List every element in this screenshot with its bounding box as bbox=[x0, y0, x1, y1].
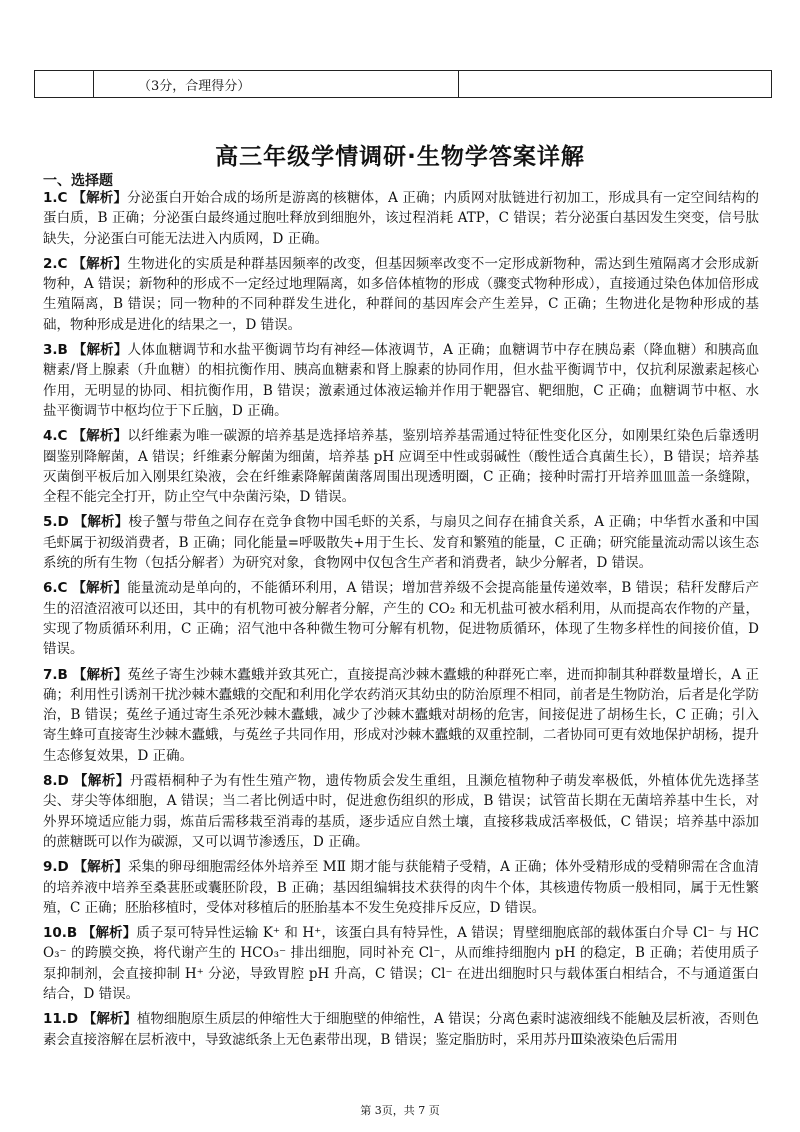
answer-text: 质子泵可特异性运输 K⁺ 和 H⁺，该蛋白具有特异性，A 错误；胃壁细胞底部的载体蛋白介导 Cl⁻ 与 HCO₃⁻ 的跨膜交换，将代谢产生的 HCO₃⁻ 排出细胞，同时补充 Cl⁻，从而维持细胞内 pH 的稳定，B 正确；若使用质子泵抑制剂，会直接抑制 H⁺ 分泌，导致胃腔 pH 升高，C 错误；Cl⁻ 在进出细胞时只与载体蛋白相结合，不与通道蛋白结合，D 错误。 bbox=[43, 925, 759, 1002]
answer-text: 以纤维素为唯一碳源的培养基是选择培养基，鉴别培养基需通过特征性变化区分，如刚果红染色后靠透明圈鉴别降解菌，A 错误；纤维素分解菌为细菌，培养基 pH 应调至中性或弱碱性（酸性适合真菌生长），B 错误；培养基灭菌倒平板后加入刚果红染液，会在纤维素降解菌菌落周围出现透明圈，C 正确；接种时需打开培养皿皿盖一条缝隙，全程不能完全打开，防止空气中杂菌污染，D 错误。 bbox=[43, 428, 760, 506]
answer-text: 能量流动是单向的，不能循环利用，A 错误；增加营养级不会提高能量传递效率，B 错误；秸秆发酵后产生的沼渣沼液可以还田，其中的有机物可被分解者分解，产生的 CO₂ 和无机盐可被水稻利用，从而提高农作物的产量，实现了物质循环利用，C 正确；沼气池中各种微生物可分解有机物，促进物质循环，体现了生物多样性的间接价值，D 错误。 bbox=[43, 580, 759, 658]
answer-item bbox=[43, 578, 759, 659]
answer-item bbox=[43, 254, 759, 335]
answer-label: 4.C 【解析】 bbox=[43, 428, 128, 445]
answer-text: 分泌蛋白开始合成的场所是游离的核糖体，A 正确；内质网对肽链进行初加工，形成具有一定空间结构的蛋白质，B 正确；分泌蛋白最终通过胞吐释放到细胞外，该过程消耗 ATP，C 错误；若分泌蛋白基因发生突变，信号肽缺失，分泌蛋白可能无法进入内质网，D 正确。 bbox=[43, 190, 759, 247]
answer-item bbox=[43, 923, 759, 1004]
answer-item bbox=[43, 426, 759, 507]
answer-text: 人体血糖调节和水盐平衡调节均有神经—体液调节，A 正确；血糖调节中存在胰岛素（降血糖）和胰高血糖素/肾上腺素（升血糖）的相抗衡作用、胰高血糖素和肾上腺素的协同作用，但水盐平衡调节中，仅抗利尿激素起核心作用，无明显的协同、相抗衡作用，B 错误；激素通过体液运输并作用于靶器官、靶细胞，C 正确；血糖调节中枢、水盐平衡调节中枢均位于下丘脑，D 正确。 bbox=[43, 342, 759, 419]
answer-label: 11.D 【解析】 bbox=[43, 1011, 137, 1028]
table-cell-empty bbox=[35, 71, 94, 98]
answer-label: 5.D 【解析】 bbox=[43, 514, 129, 531]
answer-text: 采集的卵母细胞需经体外培养至 MⅡ 期才能与获能精子受精，A 正确；体外受精形成的受精卵需在含血清的培养液中培养至桑葚胚或囊胚阶段，B 正确；基因组编辑技术获得的肉牛个体，其核遗传物质一般相同，属于无性繁殖，C 正确；胚胎移植时，受体对移植后的胚胎基本不发生免疫排斥反应，D 错误。 bbox=[43, 859, 759, 916]
answer-item bbox=[43, 1009, 759, 1050]
table-cell-note: （3分，合理得分） bbox=[94, 71, 459, 98]
answer-label: 7.B 【解析】 bbox=[43, 666, 128, 683]
answer-item bbox=[43, 188, 759, 249]
answer-text: 梭子蟹与带鱼之间存在竞争食物中国毛虾的关系，与扇贝之间存在捕食关系，A 正确；中华哲水蚤和中国毛虾属于初级消费者，B 正确；同化能量=呼吸散失+用于生长、发育和繁殖的能量，C 正确；研究能量流动需以该生态系统的所有生物（包括分解者）为研究对象，食物网中仅包含生产者和消费者，缺少分解者，D 错误。 bbox=[43, 514, 759, 572]
answer-text: 丹霞梧桐种子为有性生殖产物，遗传物质会发生重组，且濒危植物种子萌发率极低，外植体优先选择茎尖、芽尖等体细胞，A 错误；当二者比例适中时，促进愈伤组织的形成，B 错误；试管苗长期在无菌培养基中生长，对外界环境适应能力弱，炼苗后需移栽至消毒的基质，逐步适应自然土壤，直接移栽成活率极低，C 错误；培养基中添加的蔗糖既可以作为碳源，又可以调节渗透压，D 正确。 bbox=[43, 773, 759, 850]
table-cell-empty bbox=[459, 71, 772, 98]
answer-label: 2.C 【解析】 bbox=[43, 255, 128, 272]
answer-item bbox=[43, 340, 759, 421]
page-title: 高三年级学情调研·生物学答案详解 bbox=[215, 144, 585, 170]
answer-item bbox=[43, 512, 759, 573]
answer-label: 10.B 【解析】 bbox=[43, 925, 137, 942]
answer-label: 6.C 【解析】 bbox=[43, 580, 128, 597]
answer-text: 菟丝子寄生沙棘木蠹蛾并致其死亡，直接提高沙棘木蠹蛾的种群死亡率，进而抑制其种群数量增长，A 正确；利用性引诱剂干扰沙棘木蠹蛾的交配和利用化学农药消灭其幼虫的防治原理不相同，前者是生物防治，后者是化学防治，B 错误；菟丝子通过寄生杀死沙棘木蠹蛾，减少了沙棘木蠹蛾对胡杨的危害，间接促进了胡杨生长，C 正确；引入寄生蜂可直接寄生沙棘木蠹蛾，与菟丝子共同作用，形成对沙棘木蠹蛾的双重控制，二者协同可更有效地保护胡杨，提升生态修复效果，D 正确。 bbox=[43, 666, 759, 764]
page-footer: 第 3页，共 7 页 bbox=[360, 1104, 440, 1117]
answer-list bbox=[43, 188, 759, 1055]
section-heading: 一、选择题 bbox=[43, 173, 113, 189]
answer-item bbox=[43, 857, 759, 918]
answer-label: 3.B 【解析】 bbox=[43, 342, 128, 359]
answer-label: 9.D 【解析】 bbox=[43, 859, 128, 876]
answer-item bbox=[43, 665, 759, 766]
answer-text: 植物细胞原生质层的伸缩性大于细胞壁的伸缩性，A 错误；分离色素时滤液细线不能触及层析液，否则色素会直接溶解在层析液中，导致滤纸条上无色素带出现，B 错误；鉴定脂肪时，采用苏丹Ⅲ染液染色后需用 bbox=[43, 1011, 759, 1048]
answer-label: 8.D 【解析】 bbox=[43, 773, 130, 790]
answer-text: 生物进化的实质是种群基因频率的改变，但基因频率改变不一定形成新物种，需达到生殖隔离才会形成新物种，A 错误；新物种的形成不一定经过地理隔离，如多倍体植物的形成（骤变式物种形成），直接通过染色体加倍形成生殖隔离，B 错误；同一物种的不同种群发生进化，种群间的基因库会产生差异，C 正确；生物进化是物种形成的基础，物种形成是进化的结果之一，D 错误。 bbox=[43, 255, 760, 333]
answer-label: 1.C 【解析】 bbox=[43, 190, 128, 206]
answer-item bbox=[43, 771, 759, 852]
answer-table-fragment bbox=[34, 70, 772, 98]
